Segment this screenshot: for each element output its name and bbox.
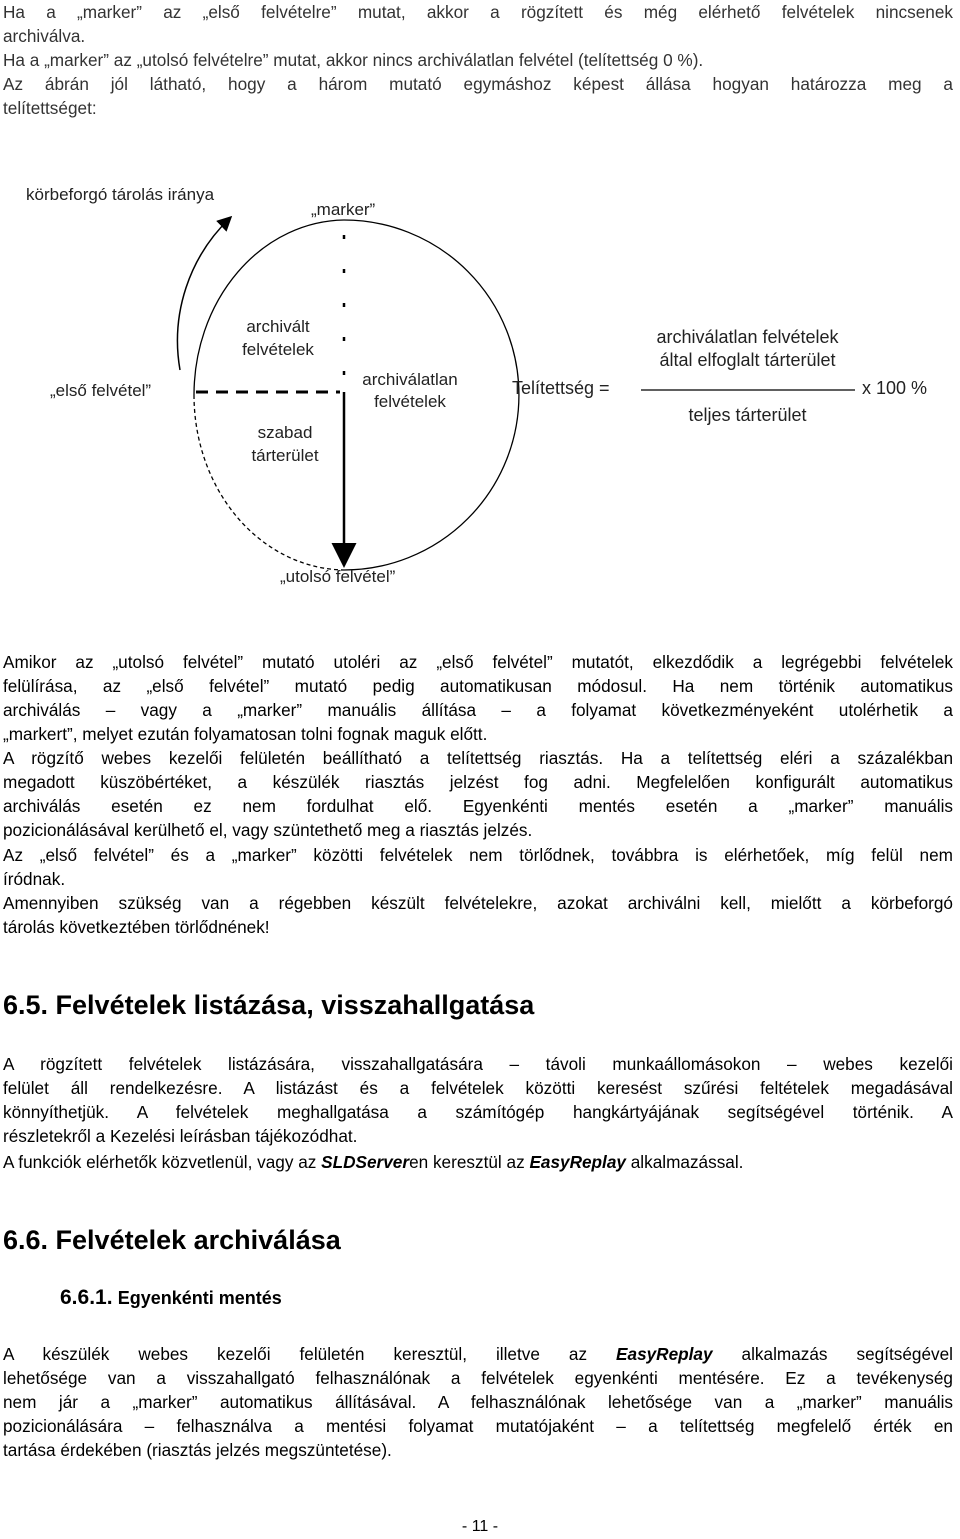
archived-label-2: felvételek bbox=[242, 340, 314, 359]
para2-line1: A rögzítő webes kezelői felületén beállítható a telítettség riasztás. Ha a telítettség eléri a százalékban bbox=[3, 748, 953, 768]
section-6-6-heading: 6.6. Felvételek archiválása bbox=[3, 1225, 341, 1255]
subsection-number bbox=[60, 1286, 282, 1310]
s66-line1-c: alkalmazás segítségével bbox=[712, 1344, 953, 1364]
formula-saturation: Telítettség = bbox=[512, 378, 610, 398]
s65-line3: könnyíthetjük. A felvételek meghallgatása a számítógép hangkártyájának segítségével történik. A bbox=[3, 1102, 953, 1122]
s66-line4: pozicionálására – felhasználva a mentési folyamat mutatójaként – a telítettség megfelelő érték en bbox=[3, 1416, 953, 1436]
para1-line2: felülírása, az „első felvétel” mutató pedig automatikusan módosul. Ha nem történik automatikus bbox=[3, 676, 953, 696]
s65-line4: részletekről a Kezelési leírásban tájékozódhat. bbox=[3, 1126, 358, 1146]
subsection-6-6-1-number: 6.6.1. bbox=[60, 1286, 113, 1309]
free-space-label-2: tárterület bbox=[251, 446, 319, 465]
para2-line2: megadott küszöbértéket, a készülék riasztás jelzést fog adni. Megfelelően konfigurált automatikus bbox=[3, 772, 953, 792]
s66-line2: lehetősége van a visszahallgató felhasználónak a felvételek egyenkénti mentésére. Ez a tevékenység bbox=[3, 1368, 953, 1388]
subsection-6-6-1-title: Egyenkénti mentés bbox=[117, 1288, 282, 1308]
para2-line4: pozicionálásával kerülhető el, vagy szüntethető meg a riasztás jelzés. bbox=[3, 820, 533, 840]
para4-line1: Amennyiben szükség van a régebben készült felvételekre, azokat archiválni kell, mielőtt a körbeforgó bbox=[3, 893, 953, 913]
formula-numerator-1: archiválatlan felvételek bbox=[656, 327, 839, 347]
s66-line3: nem jár a „marker” automatikus állításával. A felhasználónak lehetősége van a „marker” manuális bbox=[3, 1392, 953, 1412]
easyreplay-name-2: EasyReplay bbox=[616, 1344, 713, 1364]
first-record-label: „első felvétel” bbox=[50, 381, 152, 400]
unarchived-label-1: archiválatlan bbox=[362, 370, 458, 389]
para1-line1: Amikor az „utolsó felvétel” mutató utoléri az „első felvétel” mutatót, elkezdődik a legrégebbi felvételek bbox=[3, 652, 953, 672]
s66-line1 bbox=[3, 1342, 953, 1366]
marker-label: „marker” bbox=[311, 200, 376, 219]
archived-arc bbox=[194, 220, 344, 395]
page-number: - 11 - bbox=[461, 1518, 499, 1535]
para2-line3: archiválás esetén ez nem fordulhat elő. Egyenkénti mentés esetén a „marker” manuális bbox=[3, 796, 953, 816]
sldserver-name: SLDServer bbox=[321, 1152, 410, 1172]
s65-line5 bbox=[3, 1150, 953, 1174]
last-record-label: „utolsó felvétel” bbox=[280, 567, 396, 586]
intro-line-3: Ha a „marker” az „utolsó felvételre” mutat, akkor nincs archiválatlan felvétel (telítettség 0 %). bbox=[3, 50, 704, 70]
intro-line-2: archiválva. bbox=[3, 26, 86, 46]
s65-line5-a: A funkciók elérhetők közvetlenül, vagy az bbox=[3, 1152, 322, 1172]
formula-numerator-2: által elfoglalt tárterület bbox=[659, 350, 836, 370]
rotation-direction-label: körbeforgó tárolás iránya bbox=[26, 185, 215, 204]
unarchived-label-2: felvételek bbox=[374, 392, 446, 411]
para4-line2: tárolás következtében törlődnének! bbox=[3, 917, 270, 937]
s65-line5-c: en keresztül az bbox=[409, 1152, 530, 1172]
circular-storage-diagram bbox=[0, 0, 960, 620]
para3-line2: íródnak. bbox=[3, 869, 66, 889]
s65-line2: felület áll rendelkezésre. A listázást és a felvételek közötti keresést szűrési feltételek megadásával bbox=[3, 1078, 953, 1098]
s65-line5-e: alkalmazással. bbox=[625, 1152, 744, 1172]
s66-line1-a: A készülék webes kezelői felületén keresztül, illetve az bbox=[3, 1344, 617, 1364]
formula-multiplier: x 100 % bbox=[862, 378, 928, 398]
intro-line-4: Az ábrán jól látható, hogy a három mutató egymáshoz képest állása hogyan határozza meg a bbox=[3, 74, 953, 94]
formula-denominator: teljes tárterület bbox=[688, 405, 807, 425]
free-space-label-1: szabad bbox=[257, 423, 313, 442]
para1-line3: archiválás – vagy a „marker” manuális állítása – a folyamat következményeként utolérhetik a bbox=[3, 700, 953, 720]
section-6-5-heading: 6.5. Felvételek listázása, visszahallgatása bbox=[3, 990, 535, 1020]
intro-line-5: telítettséget: bbox=[3, 98, 97, 118]
para1-line4: „markert”, melyet ezután folyamatosan tolni fognak maguk előtt. bbox=[3, 724, 488, 744]
archived-label-1: archivált bbox=[246, 317, 310, 336]
s66-line5: tartása érdekében (riasztás jelzés megszüntetése). bbox=[3, 1440, 392, 1460]
para3-line1: Az „első felvétel” és a „marker” közötti felvételek nem törlődnek, továbbra is elérhetőek, míg felül nem bbox=[3, 845, 953, 865]
easyreplay-name: EasyReplay bbox=[529, 1152, 626, 1172]
s65-line1: A rögzített felvételek listázására, visszahallgatására – távoli munkaállomásokon – webes kezelői bbox=[3, 1054, 953, 1074]
intro-line-1: Ha a „marker” az „első felvételre” mutat, akkor a rögzített és még elérhető felvételek nincsenek bbox=[3, 2, 953, 22]
